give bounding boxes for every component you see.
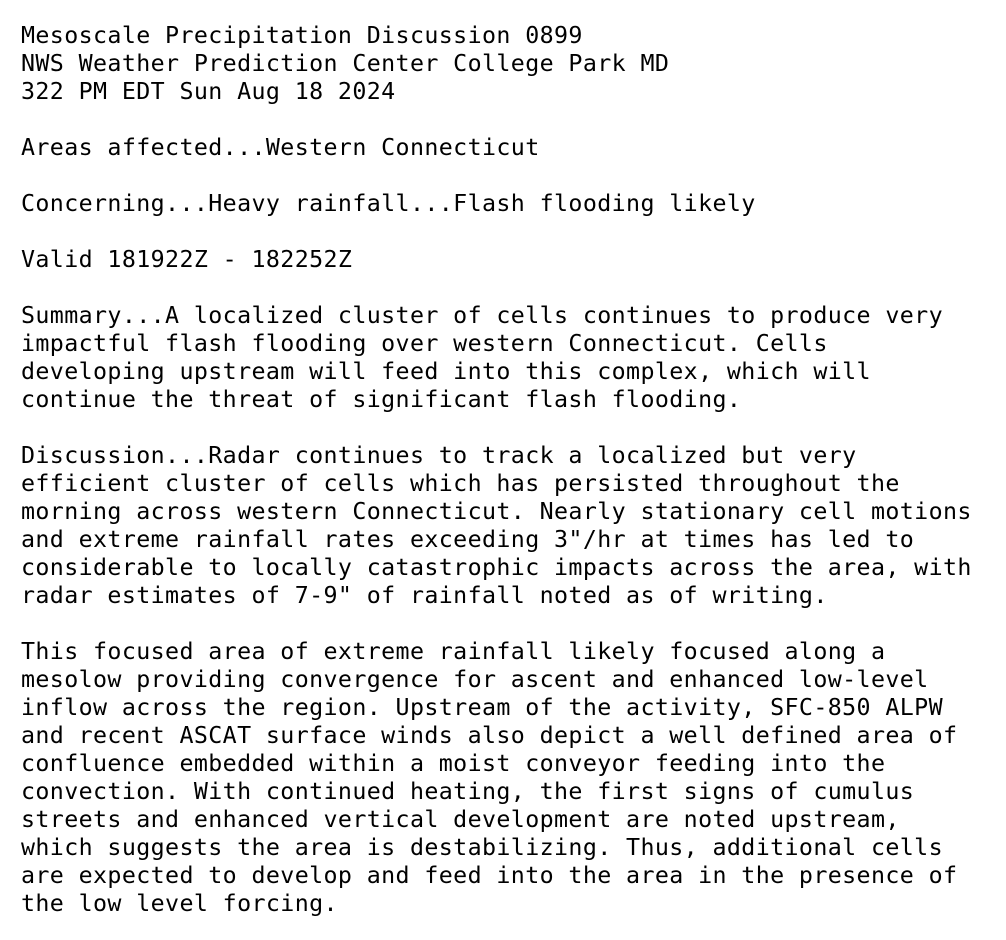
blank-line — [21, 162, 991, 190]
analysis-paragraph — [21, 638, 991, 918]
analysis-line: inflow across the region. Upstream of the activity, SFC-850 ALPW — [21, 694, 943, 721]
discussion-title: Mesoscale Precipitation Discussion 0899 — [21, 22, 583, 49]
discussion-document — [21, 22, 991, 918]
discussion-line: Discussion...Radar continues to track a localized but very — [21, 442, 857, 469]
discussion-line: efficient cluster of cells which has persisted throughout the — [21, 470, 900, 497]
issue-time: 322 PM EDT Sun Aug 18 2024 — [21, 78, 396, 105]
issuing-office: NWS Weather Prediction Center College Park MD — [21, 50, 670, 77]
summary-line: developing upstream will feed into this complex, which will — [21, 358, 871, 385]
summary-line: continue the threat of significant flash flooding. — [21, 386, 742, 413]
discussion-line: and extreme rainfall rates exceeding 3"/hr at times has led to — [21, 526, 915, 553]
blank-line — [21, 218, 991, 246]
summary-line: Summary...A localized cluster of cells continues to produce very — [21, 302, 943, 329]
discussion-line: considerable to locally catastrophic impacts across the area, with — [21, 554, 972, 581]
analysis-line: convection. With continued heating, the first signs of cumulus — [21, 778, 915, 805]
analysis-line: are expected to develop and feed into the area in the presence of — [21, 862, 958, 889]
analysis-line: the low level forcing. — [21, 890, 338, 917]
analysis-line: confluence embedded within a moist conveyor feeding into the — [21, 750, 886, 777]
summary-line: impactful flash flooding over western Connecticut. Cells — [21, 330, 828, 357]
blank-line — [21, 610, 991, 638]
blank-line — [21, 274, 991, 302]
blank-line — [21, 414, 991, 442]
concerning: Concerning...Heavy rainfall...Flash flooding likely — [21, 190, 756, 217]
analysis-line: This focused area of extreme rainfall likely focused along a — [21, 638, 886, 665]
analysis-line: streets and enhanced vertical development are noted upstream, — [21, 806, 900, 833]
areas-affected: Areas affected...Western Connecticut — [21, 134, 540, 161]
discussion-line: morning across western Connecticut. Nearly stationary cell motions — [21, 498, 972, 525]
analysis-line: and recent ASCAT surface winds also depict a well defined area of — [21, 722, 958, 749]
summary-paragraph — [21, 302, 991, 414]
analysis-line: mesolow providing convergence for ascent and enhanced low-level — [21, 666, 929, 693]
discussion-line: radar estimates of 7-9" of rainfall noted as of writing. — [21, 582, 828, 609]
discussion-paragraph — [21, 442, 991, 610]
analysis-line: which suggests the area is destabilizing. Thus, additional cells — [21, 834, 943, 861]
valid-time: Valid 181922Z - 182252Z — [21, 246, 353, 273]
blank-line — [21, 106, 991, 134]
